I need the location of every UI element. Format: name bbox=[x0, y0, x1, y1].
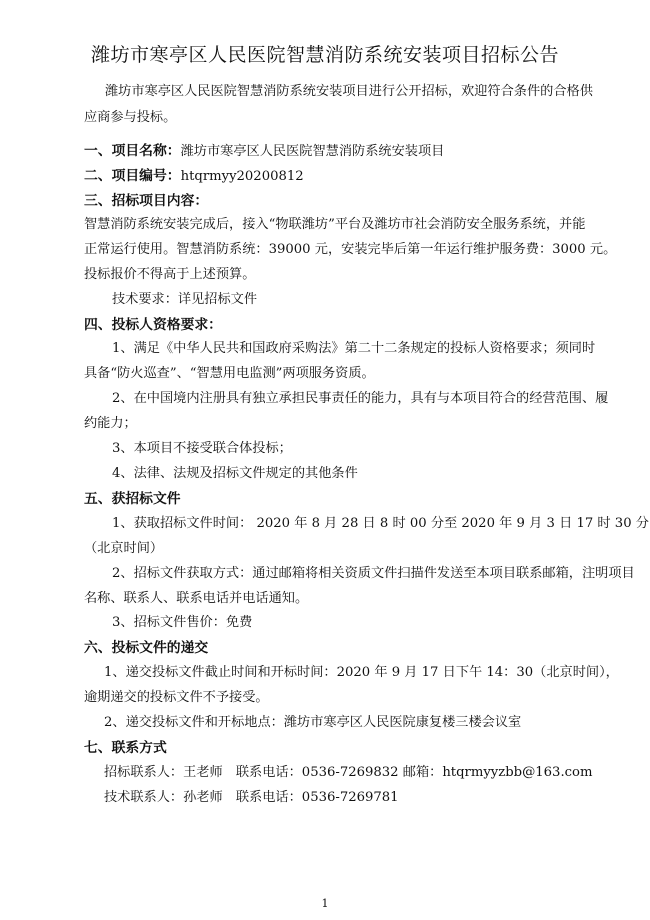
section-3-line-1: 智慧消防系统安装完成后，接入“物联潍坊”平台及潍坊市社会消防安全服务系统，并能 bbox=[84, 217, 586, 232]
document-title: 潍坊市寒亭区人民医院智慧消防系统安装项目招标公告 bbox=[90, 44, 559, 66]
section-4-line-3: 2、在中国境内注册具有独立承担民事责任的能力，具有与本项目符合的经营范围、履 bbox=[112, 391, 609, 406]
section-2-heading: 二、项目编号： bbox=[84, 168, 181, 184]
section-4-line-4: 约能力； bbox=[84, 416, 137, 431]
section-1-heading: 一、项目名称： bbox=[84, 143, 181, 159]
section-3-heading: 三、招标项目内容： bbox=[84, 193, 209, 209]
section-3-line-2: 正常运行使用。智慧消防系统：39000 元，安装完毕后第一年运行维护服务费：3000 元。 bbox=[84, 242, 617, 257]
section-4-line-5: 3、本项目不接受联合体投标； bbox=[112, 441, 292, 456]
section-7-heading: 七、联系方式 bbox=[84, 740, 167, 756]
intro-line-2: 应商参与投标。 bbox=[84, 110, 177, 125]
project-name: 潍坊市寒亭区人民医院智慧消防系统安装项目 bbox=[180, 144, 445, 159]
section-1 bbox=[84, 139, 444, 159]
section-3-tech: 技术要求：详见招标文件 bbox=[112, 292, 258, 307]
section-4-heading: 四、投标人资格要求： bbox=[84, 317, 222, 333]
section-4-line-6: 4、法律、法规及招标文件规定的其他条件 bbox=[112, 466, 358, 481]
section-6-heading: 六、投标文件的递交 bbox=[84, 640, 209, 656]
section-6-line-1: 1、递交投标文件截止时间和开标时间：2020 年 9 月 17 日下午 14：30（北京时间）， bbox=[104, 665, 619, 680]
section-2 bbox=[84, 164, 304, 184]
section-6-line-3: 2、递交投标文件和开标地点：潍坊市寒亭区人民医院康复楼三楼会议室 bbox=[104, 715, 522, 730]
section-4-line-1: 1、满足《中华人民共和国政府采购法》第二十二条规定的投标人资格要求；须同时 bbox=[112, 341, 596, 356]
contact-line-1: 招标联系人：王老师 联系电话：0536-7269832 邮箱：htqrmyyzbb@163.com bbox=[104, 765, 593, 780]
project-number: htqrmyy20200812 bbox=[180, 169, 304, 184]
section-4-line-2: 具备“防火巡查”、“智慧用电监测”两项服务资质。 bbox=[84, 366, 375, 381]
section-5-line-4: 名称、联系人、联系电话并电话通知。 bbox=[84, 591, 309, 606]
section-5-line-5: 3、招标文件售价：免费 bbox=[112, 615, 253, 630]
section-3-line-3: 投标报价不得高于上述预算。 bbox=[84, 267, 256, 282]
section-5-line-2: （北京时间） bbox=[84, 541, 164, 556]
intro-line-1: 潍坊市寒亭区人民医院智慧消防系统安装项目进行公开招标，欢迎符合条件的合格供 bbox=[105, 84, 593, 99]
section-5-heading: 五、获招标文件 bbox=[84, 491, 181, 507]
section-5-line-3: 2、招标文件获取方式：通过邮箱将相关资质文件扫描件发送至本项目联系邮箱，注明项目 bbox=[112, 566, 635, 581]
contact-line-2: 技术联系人：孙老师 联系电话：0536-7269781 bbox=[104, 790, 399, 805]
page-number: 1 bbox=[321, 897, 329, 910]
section-5-line-1: 1、获取招标文件时间： 2020 年 8 月 28 日 8 时 00 分至 2020 年 9 月 3 日 17 时 30 分 bbox=[112, 516, 649, 531]
section-6-line-2: 逾期递交的投标文件不予接受。 bbox=[84, 690, 269, 705]
